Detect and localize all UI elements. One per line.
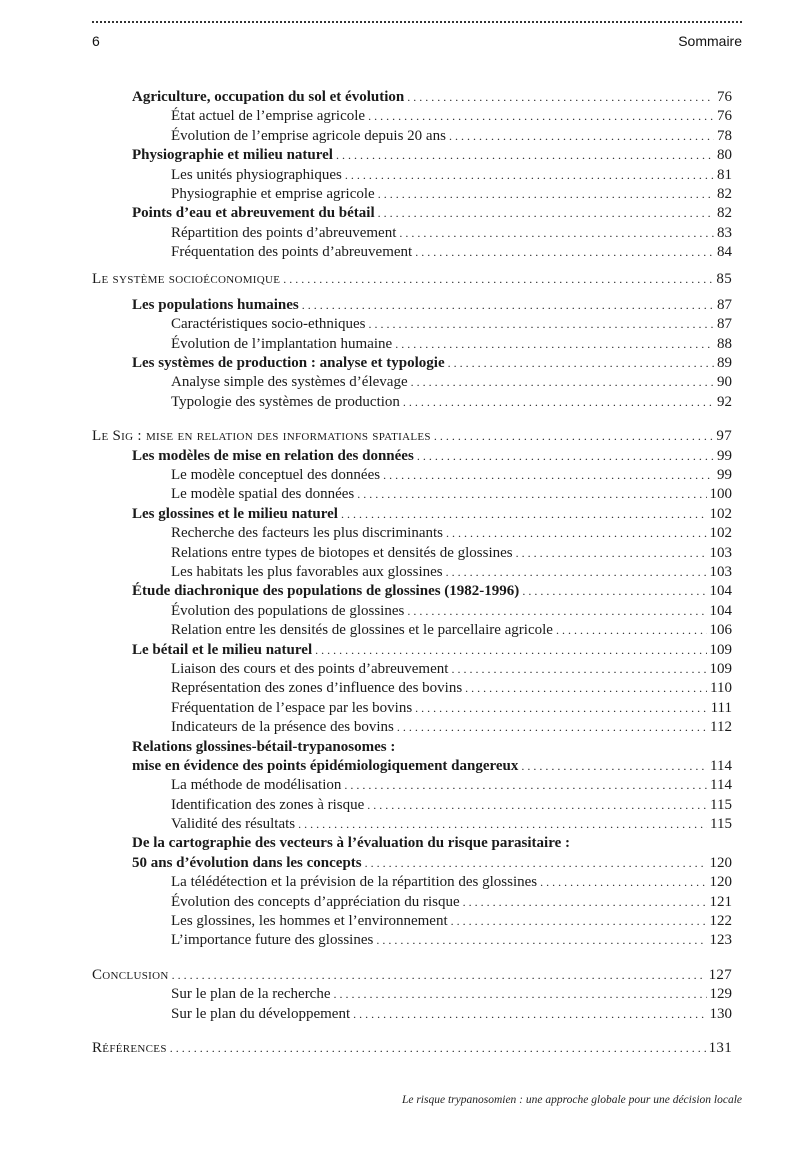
toc-subsection[interactable]: Indicateurs de la présence des bovins ..... 112 [92, 718, 732, 737]
toc-section[interactable]: Les glossines et le milieu naturel ..... 102 [92, 505, 732, 524]
toc-section[interactable]: Les systèmes de production : analyse et typologie ..... 89 [92, 354, 732, 373]
toc-subsection[interactable]: Fréquentation de l’espace par les bovins ..... 111 [92, 699, 732, 718]
toc-subsection[interactable]: Les glossines, les hommes et l’environnement ..... 122 [92, 912, 732, 931]
toc-subsection[interactable]: Évolution des concepts d’appréciation du risque ..... 121 [92, 893, 732, 912]
running-header: Sommaire [678, 33, 742, 49]
toc-subsection[interactable]: État actuel de l’emprise agricole ..... 76 [92, 107, 732, 126]
toc-part[interactable]: Conclusion ..... 127 [92, 966, 732, 985]
toc-subsection[interactable]: La méthode de modélisation ..... 114 [92, 776, 732, 795]
toc-section[interactable]: Points d’eau et abreuvement du bétail ..... 82 [92, 204, 732, 223]
toc-subsection[interactable]: Le modèle conceptuel des données ..... 99 [92, 466, 732, 485]
toc-subsection[interactable]: Caractéristiques socio-ethniques ..... 87 [92, 315, 732, 334]
toc-subsection[interactable]: La télédétection et la prévision de la répartition des glossines ..... 120 [92, 873, 732, 892]
toc-section[interactable]: Agriculture, occupation du sol et évolution ..... 76 [92, 88, 732, 107]
toc-section-line1[interactable]: De la cartographie des vecteurs à l’évaluation du risque parasitaire : [132, 835, 571, 852]
toc-subsection[interactable]: Sur le plan du développement ..... 130 [92, 1005, 732, 1024]
toc-subsection[interactable]: Répartition des points d’abreuvement ..... 83 [92, 224, 732, 243]
toc-section[interactable]: Les modèles de mise en relation des données ..... 99 [92, 447, 732, 466]
toc-subsection[interactable]: Liaison des cours et des points d’abreuvement ..... 109 [92, 660, 732, 679]
toc-subsection[interactable]: Relations entre types de biotopes et densités de glossines ..... 103 [92, 544, 732, 563]
table-of-contents [92, 88, 732, 1058]
toc-section[interactable]: Étude diachronique des populations de glossines (1982-1996) ..... 104 [92, 582, 732, 601]
toc-part[interactable]: Références ..... 131 [92, 1039, 732, 1058]
toc-section[interactable]: 50 ans d’évolution dans les concepts ..... 120 [92, 854, 732, 873]
toc-part[interactable]: Le Sig : mise en relation des informations spatiales ..... 97 [92, 427, 732, 446]
toc-subsection[interactable]: Évolution de l’emprise agricole depuis 20 ans ..... 78 [92, 127, 732, 146]
toc-section[interactable]: Les populations humaines ..... 87 [92, 296, 732, 315]
toc-subsection[interactable]: Typologie des systèmes de production ..... 92 [92, 393, 732, 412]
running-footer: Le risque trypanosomien : une approche globale pour une décision locale [401, 1094, 742, 1106]
top-dotted-rule [92, 21, 742, 23]
toc-subsection[interactable]: Évolution de l’implantation humaine ..... 88 [92, 335, 732, 354]
toc-subsection[interactable]: Le modèle spatial des données ..... 100 [92, 485, 732, 504]
toc-subsection[interactable]: Évolution des populations de glossines ..... 104 [92, 602, 732, 621]
toc-subsection[interactable]: Identification des zones à risque ..... 115 [92, 796, 732, 815]
toc-section[interactable]: Physiographie et milieu naturel ..... 80 [92, 146, 732, 165]
toc-subsection[interactable]: Recherche des facteurs les plus discriminants ..... 102 [92, 524, 732, 543]
toc-subsection[interactable]: Les unités physiographiques ..... 81 [92, 166, 732, 185]
toc-subsection[interactable]: Physiographie et emprise agricole ..... 82 [92, 185, 732, 204]
toc-section[interactable]: Le bétail et le milieu naturel ..... 109 [92, 641, 732, 660]
toc-subsection[interactable]: Fréquentation des points d’abreuvement ..... 84 [92, 243, 732, 262]
toc-subsection[interactable]: Analyse simple des systèmes d’élevage ..... 90 [92, 373, 732, 392]
toc-section[interactable]: mise en évidence des points épidémiologiquement dangereux ..... 114 [92, 757, 732, 776]
toc-subsection[interactable]: Sur le plan de la recherche ..... 129 [92, 985, 732, 1004]
toc-subsection[interactable]: Les habitats les plus favorables aux glossines ..... 103 [92, 563, 732, 582]
toc-subsection[interactable]: Relation entre les densités de glossines et le parcellaire agricole ..... 106 [92, 621, 732, 640]
toc-section-line1[interactable]: Relations glossines-bétail-trypanosomes : [132, 738, 396, 755]
page-number: 6 [92, 33, 100, 49]
toc-subsection[interactable]: Représentation des zones d’influence des bovins ..... 110 [92, 679, 732, 698]
toc-part[interactable]: Le système socioéconomique ..... 85 [92, 270, 732, 289]
toc-subsection[interactable]: Validité des résultats ..... 115 [92, 815, 732, 834]
toc-subsection[interactable]: L’importance future des glossines ..... 123 [92, 931, 732, 950]
